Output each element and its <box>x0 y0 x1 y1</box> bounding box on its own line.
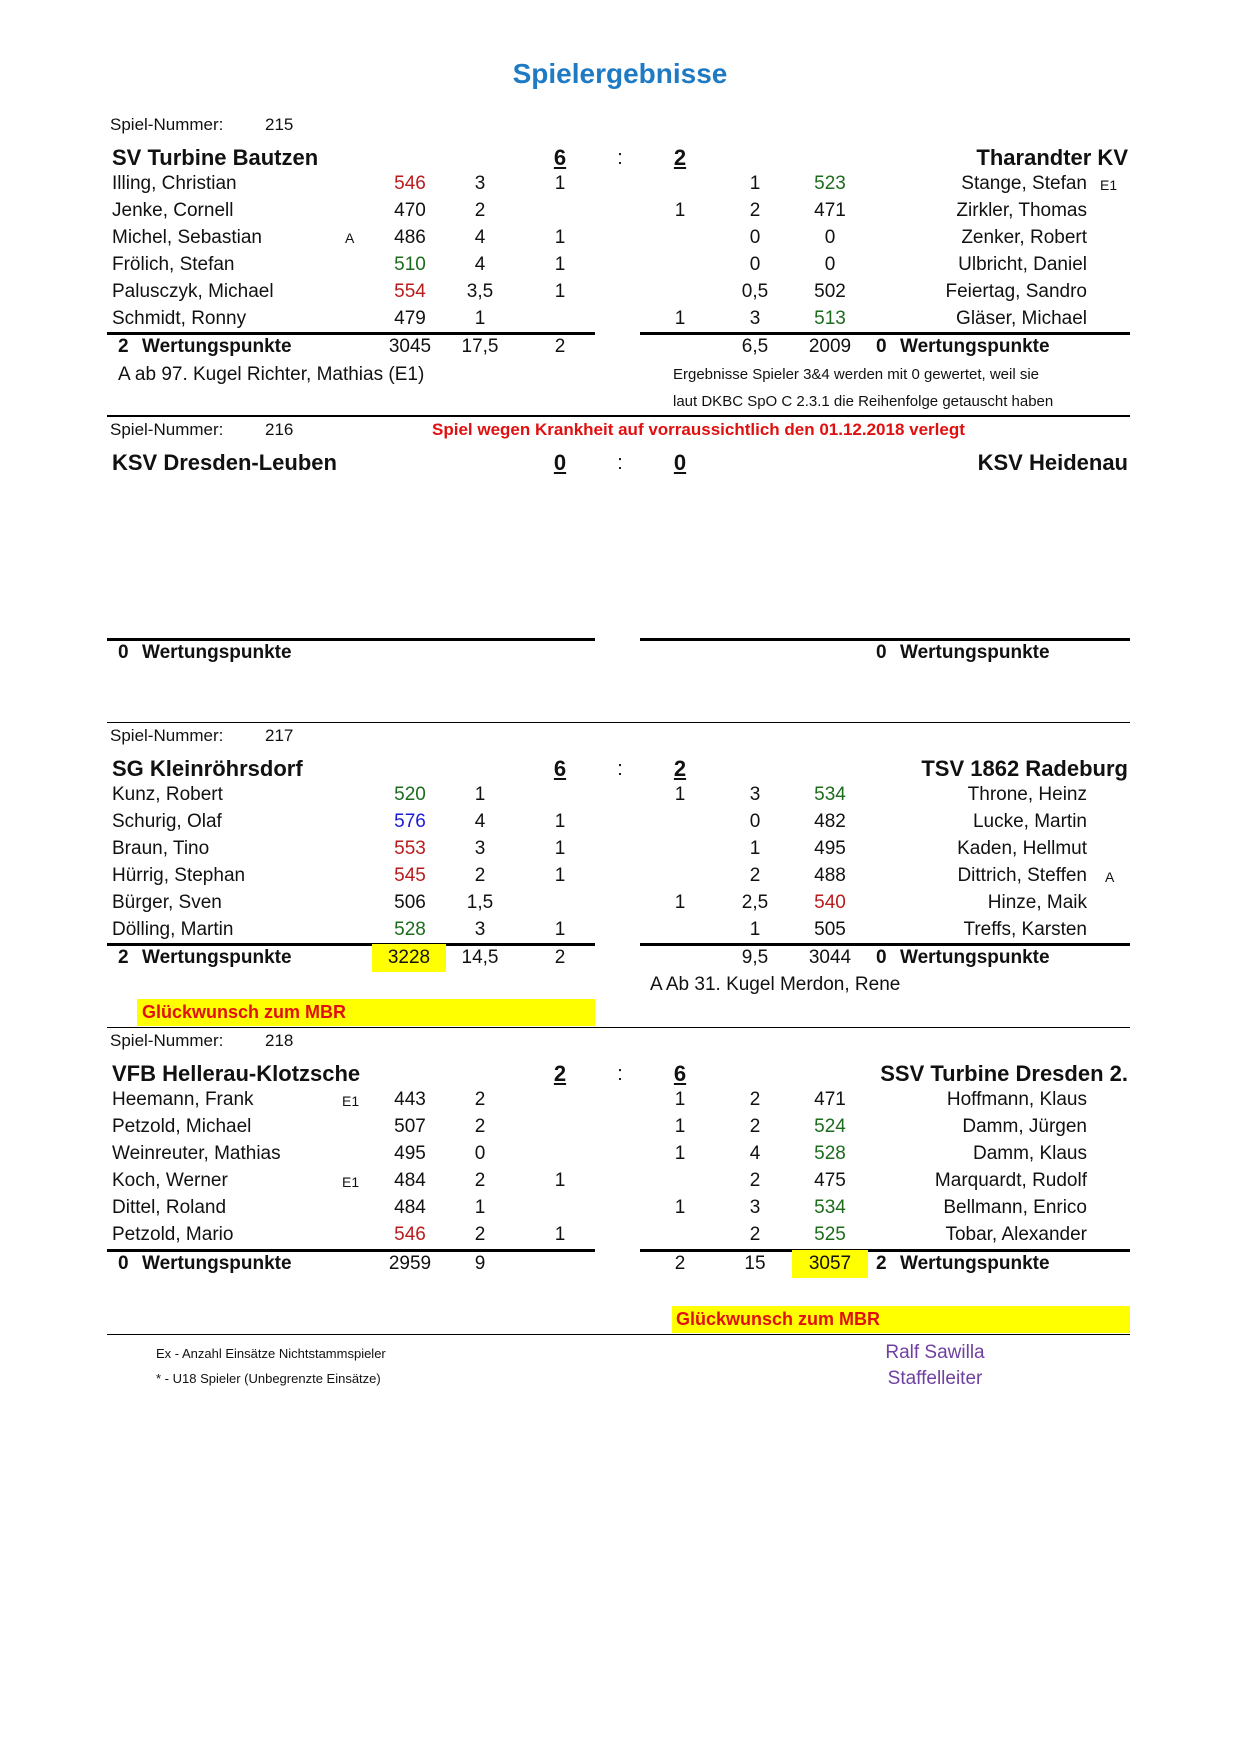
player-mp: 1 <box>674 1089 686 1110</box>
player-mp: 1 <box>554 281 566 302</box>
legend-line-2: * - U18 Spieler (Unbegrenzte Einsätze) <box>156 1371 381 1386</box>
player-mp: 1 <box>554 838 566 859</box>
divider <box>107 638 595 641</box>
away-wp: 0 <box>876 336 887 357</box>
player-name: Braun, Tino <box>112 838 210 859</box>
away-total-sp: 9,5 <box>741 947 769 968</box>
home-total-sp: 14,5 <box>461 947 499 968</box>
player-mp: 1 <box>554 1170 566 1191</box>
player-mp: 1 <box>554 173 566 194</box>
player-mp: 1 <box>554 227 566 248</box>
home-wp: 2 <box>118 947 129 968</box>
player-name: Stange, Stefan <box>961 173 1087 194</box>
player-pins: 540 <box>814 892 846 913</box>
player-pins: 479 <box>394 308 426 329</box>
player-sp: 1 <box>474 784 486 805</box>
home-total-pins: 2959 <box>388 1253 432 1274</box>
home-team: KSV Dresden-Leuben <box>112 450 337 475</box>
player-pins: 534 <box>814 1197 846 1218</box>
divider <box>107 943 595 946</box>
player-name: Tobar, Alexander <box>945 1224 1087 1245</box>
player-sp: 0,5 <box>741 281 769 302</box>
player-pins: 0 <box>824 227 836 248</box>
divider <box>107 415 1130 417</box>
player-mp: 1 <box>554 865 566 886</box>
player-pins: 506 <box>394 892 426 913</box>
player-sp: 3 <box>474 838 486 859</box>
player-sp: 0 <box>474 1143 486 1164</box>
player-name: Dölling, Martin <box>112 919 234 940</box>
player-sp: 2 <box>749 865 761 886</box>
player-sp: 2 <box>474 1170 486 1191</box>
player-name: Hinze, Maik <box>987 892 1087 913</box>
spiel-nummer: 217 <box>265 726 294 745</box>
away-score: 2 <box>673 756 687 781</box>
away-total-sp: 15 <box>744 1253 766 1274</box>
player-name: Damm, Jürgen <box>962 1116 1087 1137</box>
player-mp: 1 <box>554 1224 566 1245</box>
wertungspunkte-label: Wertungspunkte <box>142 336 292 357</box>
player-pins: 488 <box>814 865 846 886</box>
player-pins: 523 <box>814 173 846 194</box>
home-total-mp: 2 <box>554 336 566 357</box>
player-pins: 486 <box>394 227 426 248</box>
wertungspunkte-label: Wertungspunkte <box>900 1253 1050 1274</box>
player-name: Bellmann, Enrico <box>943 1197 1087 1218</box>
signature-name: Ralf Sawilla <box>885 1342 985 1363</box>
divider <box>107 1249 595 1252</box>
home-total-mp: 2 <box>554 947 566 968</box>
player-sp: 2 <box>474 200 486 221</box>
away-score: 6 <box>673 1061 687 1086</box>
home-total-sp: 9 <box>474 1253 486 1274</box>
player-sp: 2,5 <box>741 892 769 913</box>
spiel-nummer-label: Spiel-Nummer: <box>110 726 224 745</box>
home-total-pins: 3045 <box>388 336 432 357</box>
player-pins: 554 <box>394 281 426 302</box>
player-sp: 4 <box>474 811 486 832</box>
player-mp: 1 <box>674 308 686 329</box>
player-pins: 553 <box>394 838 426 859</box>
player-pins: 475 <box>814 1170 846 1191</box>
player-pins: 471 <box>814 200 846 221</box>
player-sp: 1 <box>474 308 486 329</box>
player-name: Schurig, Olaf <box>112 811 222 832</box>
player-name: Kunz, Robert <box>112 784 223 805</box>
player-name: Kaden, Hellmut <box>957 838 1087 859</box>
player-sp: 1 <box>474 1197 486 1218</box>
divider <box>107 1334 1130 1335</box>
spiel-nummer: 216 <box>265 420 294 439</box>
player-mark: E1 <box>1100 177 1118 193</box>
player-sp: 0 <box>749 254 761 275</box>
player-sp: 2 <box>749 1089 761 1110</box>
player-name: Hürrig, Stephan <box>112 865 246 886</box>
player-pins: 546 <box>394 1224 426 1245</box>
player-pins: 545 <box>394 865 426 886</box>
postponed-alert: Spiel wegen Krankheit auf vorraussichtlich den 01.12.2018 verlegt <box>432 420 965 439</box>
spiel-nummer: 218 <box>265 1031 294 1050</box>
spiel-nummer-label: Spiel-Nummer: <box>110 420 224 439</box>
home-score: 6 <box>553 145 567 170</box>
player-name: Treffs, Karsten <box>963 919 1087 940</box>
player-sp: 2 <box>749 1116 761 1137</box>
wertungspunkte-label: Wertungspunkte <box>142 642 292 663</box>
player-name: Throne, Heinz <box>967 784 1087 805</box>
player-name: Damm, Klaus <box>972 1143 1087 1164</box>
player-pins: 484 <box>394 1197 426 1218</box>
player-pins: 495 <box>814 838 846 859</box>
score-separator: : <box>617 758 623 780</box>
wertungspunkte-label: Wertungspunkte <box>900 336 1050 357</box>
wertungspunkte-label: Wertungspunkte <box>142 947 292 968</box>
home-team: SG Kleinröhrsdorf <box>112 756 303 781</box>
player-pins: 505 <box>814 919 846 940</box>
divider <box>640 943 1130 946</box>
player-sp: 2 <box>474 1224 486 1245</box>
player-sp: 3,5 <box>466 281 494 302</box>
divider <box>107 722 1130 723</box>
player-pins: 443 <box>394 1089 426 1110</box>
divider <box>640 1249 1130 1252</box>
player-name: Weinreuter, Mathias <box>112 1143 281 1164</box>
home-wp: 0 <box>118 1253 129 1274</box>
divider <box>107 332 595 335</box>
player-name: Dittel, Roland <box>112 1197 227 1218</box>
player-pins: 546 <box>394 173 426 194</box>
away-total-pins: 3044 <box>808 947 852 968</box>
player-sp: 4 <box>474 227 486 248</box>
away-total-mp: 2 <box>674 1253 686 1274</box>
player-pins: 470 <box>394 200 426 221</box>
spiel-nummer-label: Spiel-Nummer: <box>110 115 224 134</box>
away-wp: 0 <box>876 642 887 663</box>
player-name: Ulbricht, Daniel <box>958 254 1087 275</box>
player-mp: 1 <box>674 784 686 805</box>
player-mark: E1 <box>342 1174 360 1190</box>
away-score: 2 <box>673 145 687 170</box>
player-mark: A <box>345 230 355 246</box>
player-sp: 0 <box>749 227 761 248</box>
away-team: Tharandter KV <box>976 145 1128 170</box>
away-team: SSV Turbine Dresden 2. <box>880 1061 1128 1086</box>
player-name: Heemann, Frank <box>112 1089 254 1110</box>
away-note: A Ab 31. Kugel Merdon, Rene <box>650 974 901 995</box>
player-sp: 2 <box>749 200 761 221</box>
player-sp: 3 <box>749 784 761 805</box>
legend-line-1: Ex - Anzahl Einsätze Nichtstammspieler <box>156 1346 386 1361</box>
player-name: Petzold, Michael <box>112 1116 252 1137</box>
divider <box>640 638 1130 641</box>
player-mark: E1 <box>342 1093 360 1109</box>
player-name: Frölich, Stefan <box>112 254 235 275</box>
home-total-pins: 3228 <box>372 944 446 972</box>
player-name: Schmidt, Ronny <box>112 308 247 329</box>
player-pins: 525 <box>814 1224 846 1245</box>
home-wp: 0 <box>118 642 129 663</box>
player-name: Palusczyk, Michael <box>112 281 274 302</box>
player-sp: 2 <box>474 865 486 886</box>
player-pins: 576 <box>394 811 426 832</box>
home-team: VFB Hellerau-Klotzsche <box>112 1061 361 1086</box>
player-sp: 3 <box>474 173 486 194</box>
player-sp: 1 <box>749 838 761 859</box>
home-total-sp: 17,5 <box>461 336 499 357</box>
wertungspunkte-label: Wertungspunkte <box>900 947 1050 968</box>
player-name: Jenke, Cornell <box>112 200 234 221</box>
player-sp: 2 <box>474 1116 486 1137</box>
player-pins: 520 <box>394 784 426 805</box>
player-sp: 4 <box>474 254 486 275</box>
congrats-banner: Glückwunsch zum MBR <box>672 1306 1130 1333</box>
home-score: 2 <box>553 1061 567 1086</box>
player-pins: 502 <box>814 281 846 302</box>
player-pins: 534 <box>814 784 846 805</box>
home-score: 0 <box>553 450 567 475</box>
player-mp: 1 <box>674 200 686 221</box>
player-mp: 1 <box>554 254 566 275</box>
player-name: Hoffmann, Klaus <box>946 1089 1087 1110</box>
player-sp: 1 <box>749 919 761 940</box>
player-sp: 1 <box>749 173 761 194</box>
player-name: Petzold, Mario <box>112 1224 234 1245</box>
player-name: Dittrich, Steffen <box>957 865 1087 886</box>
player-mp: 1 <box>674 1143 686 1164</box>
player-sp: 3 <box>474 919 486 940</box>
away-total-pins: 3057 <box>792 1250 868 1278</box>
player-name: Marquardt, Rudolf <box>934 1170 1087 1191</box>
signature-role: Staffelleiter <box>887 1368 983 1389</box>
away-total-pins: 2009 <box>808 336 852 357</box>
player-pins: 482 <box>814 811 846 832</box>
player-pins: 484 <box>394 1170 426 1191</box>
player-pins: 524 <box>814 1116 846 1137</box>
player-name: Gläser, Michael <box>956 308 1087 329</box>
player-pins: 510 <box>394 254 426 275</box>
player-name: Bürger, Sven <box>112 892 222 913</box>
congrats-banner: Glückwunsch zum MBR <box>137 999 595 1026</box>
player-pins: 513 <box>814 308 846 329</box>
away-score: 0 <box>673 450 687 475</box>
away-note-1: Ergebnisse Spieler 3&4 werden mit 0 gewertet, weil sie <box>673 366 1040 383</box>
player-name: Feiertag, Sandro <box>945 281 1087 302</box>
away-wp: 0 <box>876 947 887 968</box>
score-separator: : <box>617 452 623 474</box>
player-mp: 1 <box>674 1197 686 1218</box>
player-sp: 0 <box>749 811 761 832</box>
player-sp: 1,5 <box>466 892 494 913</box>
player-mark: A <box>1105 869 1115 885</box>
player-name: Zenker, Robert <box>961 227 1087 248</box>
player-sp: 4 <box>749 1143 761 1164</box>
page-title: Spielergebnisse <box>512 58 728 89</box>
score-separator: : <box>617 147 623 169</box>
home-wp: 2 <box>118 336 129 357</box>
player-pins: 495 <box>394 1143 426 1164</box>
home-score: 6 <box>553 756 567 781</box>
away-wp: 2 <box>876 1253 887 1274</box>
player-pins: 528 <box>394 919 426 940</box>
player-name: Lucke, Martin <box>972 811 1087 832</box>
divider <box>640 332 1130 335</box>
score-separator: : <box>617 1063 623 1085</box>
player-name: Michel, Sebastian <box>112 227 262 248</box>
spiel-nummer: 215 <box>265 115 294 134</box>
player-sp: 2 <box>474 1089 486 1110</box>
player-pins: 0 <box>824 254 836 275</box>
player-name: Koch, Werner <box>112 1170 228 1191</box>
player-mp: 1 <box>554 919 566 940</box>
spiel-nummer-label: Spiel-Nummer: <box>110 1031 224 1050</box>
wertungspunkte-label: Wertungspunkte <box>142 1253 292 1274</box>
player-sp: 3 <box>749 308 761 329</box>
player-sp: 2 <box>749 1224 761 1245</box>
player-name: Illing, Christian <box>112 173 237 194</box>
player-mp: 1 <box>674 1116 686 1137</box>
away-team: KSV Heidenau <box>977 450 1128 475</box>
home-note: A ab 97. Kugel Richter, Mathias (E1) <box>118 364 425 385</box>
player-name: Zirkler, Thomas <box>956 200 1087 221</box>
away-team: TSV 1862 Radeburg <box>921 756 1128 781</box>
player-mp: 1 <box>674 892 686 913</box>
wertungspunkte-label: Wertungspunkte <box>900 642 1050 663</box>
away-total-sp: 6,5 <box>741 336 769 357</box>
home-team: SV Turbine Bautzen <box>112 145 319 170</box>
player-pins: 528 <box>814 1143 846 1164</box>
player-pins: 507 <box>394 1116 426 1137</box>
away-note-2: laut DKBC SpO C 2.3.1 die Reihenfolge getauscht haben <box>673 393 1054 410</box>
divider <box>107 1027 1130 1028</box>
player-sp: 2 <box>749 1170 761 1191</box>
player-mp: 1 <box>554 811 566 832</box>
player-sp: 3 <box>749 1197 761 1218</box>
player-pins: 471 <box>814 1089 846 1110</box>
